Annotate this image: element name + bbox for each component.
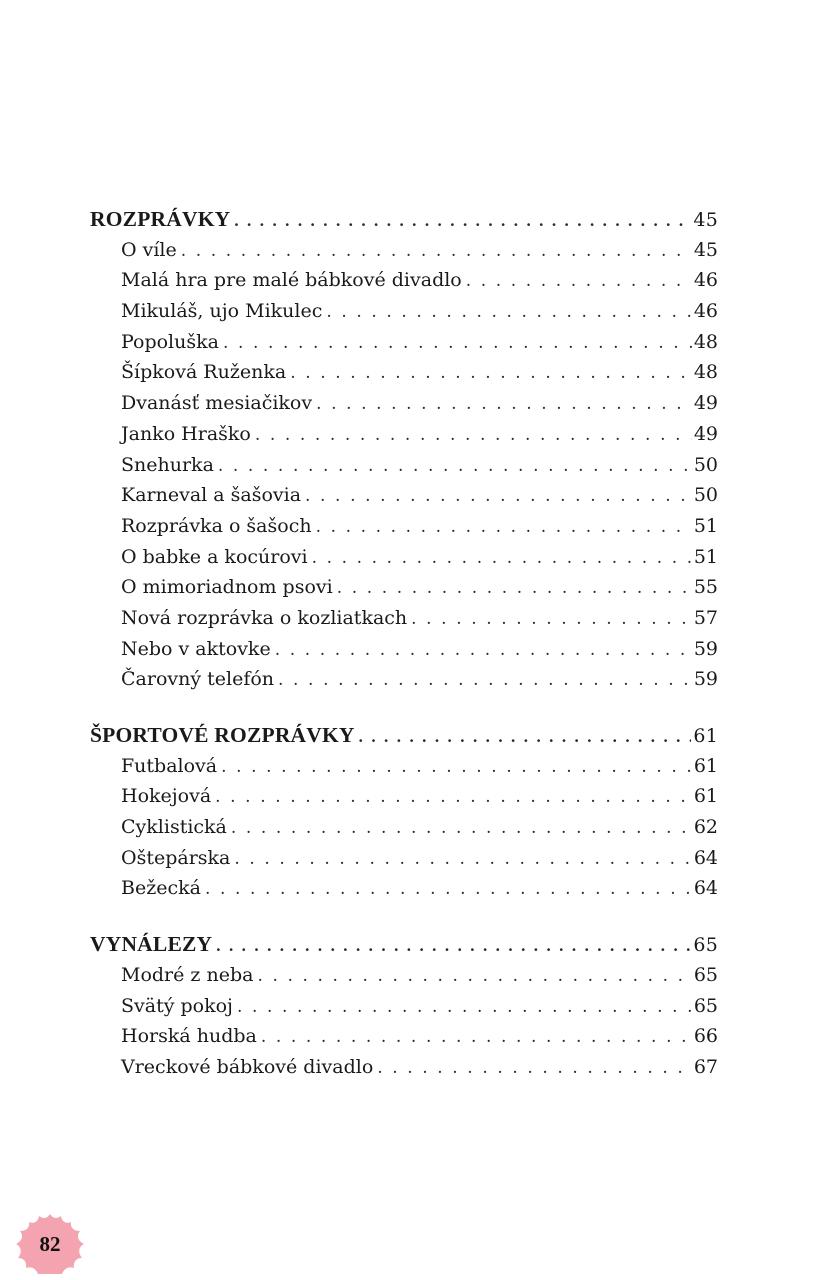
entry-title: Popoluška <box>121 330 219 353</box>
page-number-badge <box>14 1212 86 1274</box>
toc-entry[interactable] <box>90 296 718 327</box>
entry-title: Mikuláš, ujo Mikulec <box>121 300 323 323</box>
entry-title: Svätý pokoj <box>121 994 233 1017</box>
dot-leader <box>237 992 692 1023</box>
section-title: ROZPRÁVKY <box>90 207 231 231</box>
toc-entry[interactable] <box>90 1052 718 1083</box>
entry-page-number: 65 <box>693 963 718 986</box>
entry-title: Karneval a šašovia <box>121 484 302 507</box>
dot-leader <box>221 752 692 783</box>
dot-leader <box>466 266 692 297</box>
toc-entry[interactable] <box>90 419 718 450</box>
toc-entry[interactable] <box>90 781 718 812</box>
section-page-number: 65 <box>693 934 718 957</box>
entry-title: Vreckové bábkové divadlo <box>121 1055 374 1078</box>
dot-leader <box>261 1022 692 1053</box>
dot-leader <box>411 604 692 635</box>
dot-leader <box>377 1053 692 1084</box>
entry-page-number: 67 <box>693 1055 718 1078</box>
entry-title: Cyklistická <box>121 816 227 839</box>
entry-title: Modré z neba <box>121 963 254 986</box>
dot-leader <box>234 844 691 875</box>
toc-entry[interactable] <box>90 843 718 874</box>
entry-title: Čarovný telefón <box>121 668 275 691</box>
entry-page-number: 57 <box>693 606 718 629</box>
page-number: 82 <box>39 1232 61 1256</box>
entry-page-number: 62 <box>693 816 718 839</box>
dot-leader <box>231 813 692 844</box>
entry-title: O víle <box>121 238 177 261</box>
toc-entry[interactable] <box>90 450 718 481</box>
toc-entry[interactable] <box>90 812 718 843</box>
entry-page-number: 61 <box>693 785 718 808</box>
section-title: VYNÁLEZY <box>90 932 213 957</box>
section-heading[interactable] <box>90 204 718 235</box>
dot-leader <box>218 451 692 482</box>
dot-leader <box>312 543 692 574</box>
entry-title: Hokejová <box>121 785 212 808</box>
toc-entry[interactable] <box>90 235 718 266</box>
entry-title: Snehurka <box>121 453 214 476</box>
dot-leader <box>337 573 692 604</box>
toc-entry[interactable] <box>90 664 718 695</box>
dot-leader <box>255 420 692 451</box>
toc-section <box>90 204 718 695</box>
dot-leader <box>359 722 692 753</box>
entry-page-number: 50 <box>693 453 718 476</box>
dot-leader <box>326 297 691 328</box>
section-heading[interactable] <box>90 720 718 751</box>
toc-entry[interactable] <box>90 542 718 573</box>
dot-leader <box>216 931 691 962</box>
toc-entry[interactable] <box>90 388 718 419</box>
entry-page-number: 48 <box>693 330 718 353</box>
toc-entry[interactable] <box>90 357 718 388</box>
dot-leader <box>257 961 691 992</box>
dot-leader <box>290 358 692 389</box>
entry-page-number: 46 <box>693 300 718 323</box>
entry-title: Futbalová <box>121 754 218 777</box>
toc-entry[interactable] <box>90 603 718 634</box>
entry-page-number: 64 <box>693 846 718 869</box>
entry-title: Malá hra pre malé bábkové divadlo <box>121 269 462 292</box>
entry-title: Nová rozprávka o kozliatkach <box>121 606 408 629</box>
entry-title: Rozprávka o šašoch <box>121 514 312 537</box>
entry-page-number: 65 <box>693 994 718 1017</box>
dot-leader <box>215 782 692 813</box>
entry-page-number: 45 <box>693 238 718 261</box>
toc-section <box>90 720 718 904</box>
table-of-contents <box>90 204 718 1108</box>
section-heading[interactable] <box>90 929 718 960</box>
entry-title: Horská hudba <box>121 1025 257 1048</box>
dot-leader <box>278 665 692 696</box>
toc-entry[interactable] <box>90 960 718 991</box>
section-page-number: 45 <box>693 209 718 231</box>
toc-entry[interactable] <box>90 511 718 542</box>
dot-leader <box>275 635 692 666</box>
entry-page-number: 46 <box>693 269 718 292</box>
entry-page-number: 51 <box>693 514 718 537</box>
entry-title: Janko Hraško <box>121 422 251 445</box>
entry-page-number: 49 <box>693 422 718 445</box>
entry-page-number: 61 <box>693 754 718 777</box>
entry-page-number: 66 <box>693 1025 718 1048</box>
entry-title: O mimoriadnom psovi <box>121 576 333 599</box>
toc-entry[interactable] <box>90 751 718 782</box>
entry-page-number: 64 <box>693 877 718 900</box>
entry-title: Bežecká <box>121 877 201 900</box>
entry-title: Oštepárska <box>121 846 231 869</box>
entry-title: O babke a kocúrovi <box>121 545 308 568</box>
section-page-number: 61 <box>693 725 718 747</box>
dot-leader <box>223 328 692 359</box>
dot-leader <box>316 512 692 543</box>
dot-leader <box>181 236 692 267</box>
toc-entry[interactable] <box>90 634 718 665</box>
entry-page-number: 48 <box>693 361 718 384</box>
toc-entry[interactable] <box>90 1021 718 1052</box>
toc-entry[interactable] <box>90 265 718 296</box>
dot-leader <box>205 874 692 905</box>
entry-page-number: 59 <box>693 668 718 691</box>
entry-title: Šípková Ruženka <box>121 361 287 384</box>
dot-leader <box>316 389 692 420</box>
toc-entry[interactable] <box>90 480 718 511</box>
entry-page-number: 49 <box>693 392 718 415</box>
toc-entry[interactable] <box>90 991 718 1022</box>
dot-leader <box>234 206 691 237</box>
entry-page-number: 59 <box>693 637 718 660</box>
entry-title: Dvanásť mesiačikov <box>121 392 313 415</box>
toc-entry[interactable] <box>90 873 718 904</box>
entry-page-number: 55 <box>693 576 718 599</box>
entry-title: Nebo v aktovke <box>121 637 271 660</box>
toc-entry[interactable] <box>90 327 718 358</box>
entry-page-number: 50 <box>693 484 718 507</box>
toc-entry[interactable] <box>90 572 718 603</box>
section-title: ŠPORTOVÉ ROZPRÁVKY <box>90 723 355 747</box>
entry-page-number: 51 <box>693 545 718 568</box>
toc-section <box>90 929 718 1082</box>
dot-leader <box>305 481 692 512</box>
